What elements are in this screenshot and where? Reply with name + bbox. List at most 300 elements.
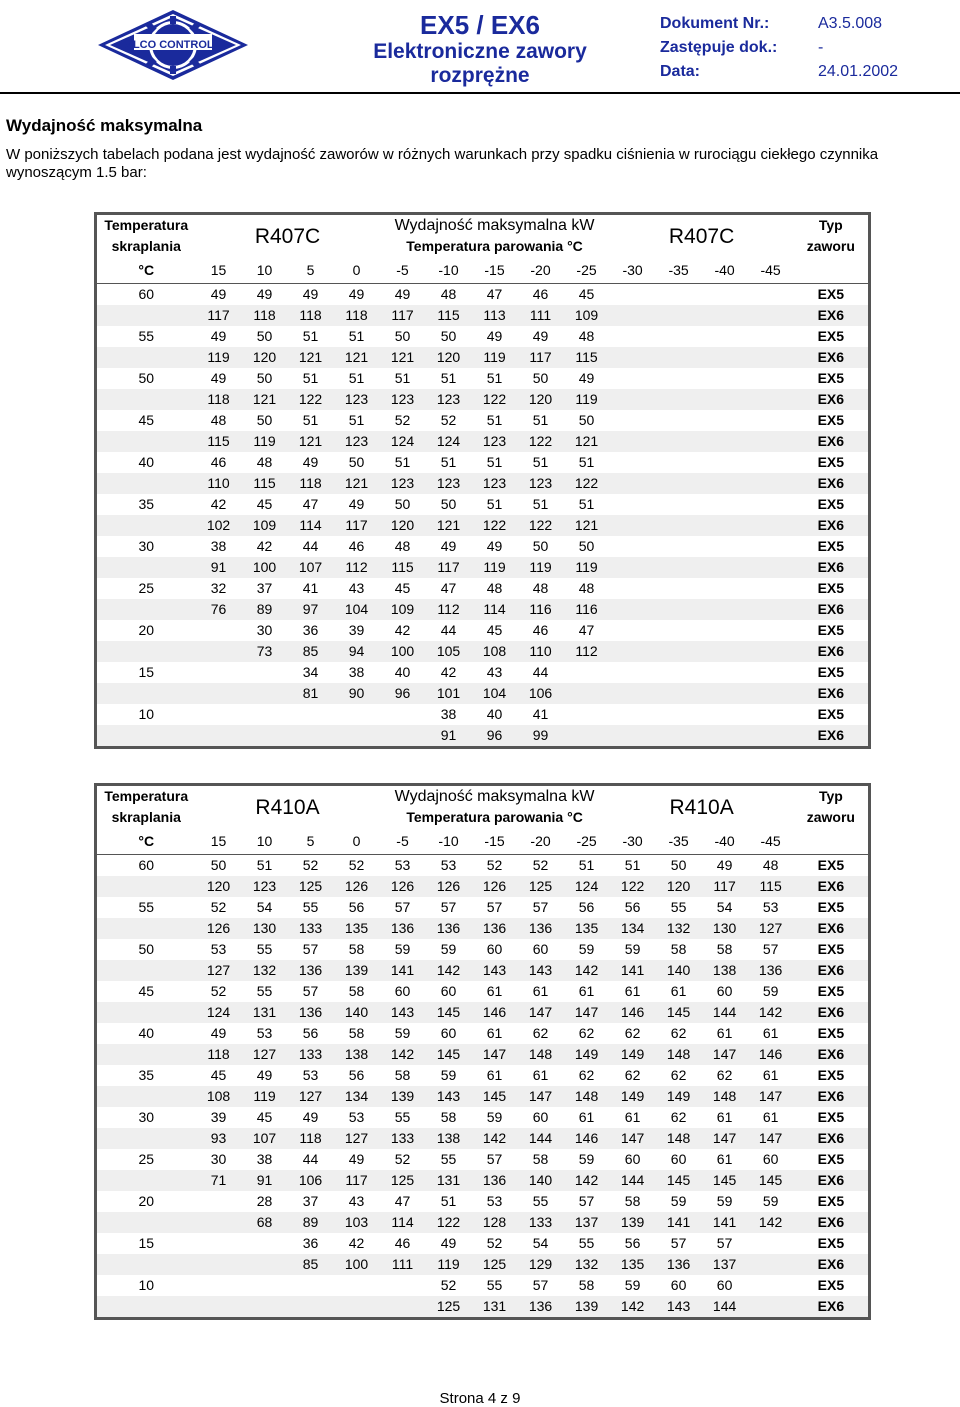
capacity-cell: 59 — [578, 941, 595, 957]
evap-temp-6: -15 — [472, 257, 518, 284]
capacity-cell: 60 — [440, 1025, 457, 1041]
evap-temp-9: -30 — [610, 257, 656, 284]
capacity-cell: 133 — [380, 1128, 426, 1149]
capacity-cell: 114 — [380, 1212, 426, 1233]
capacity-cell: 104 — [472, 683, 518, 704]
capacity-cell — [610, 704, 656, 725]
replaces-value: - — [818, 39, 824, 56]
capacity-cell: 49 — [256, 1067, 273, 1083]
capacity-cell — [702, 326, 748, 347]
capacity-cell: 55 — [256, 983, 273, 999]
capacity-cell: 57 — [486, 899, 503, 915]
table-row-ex5 — [96, 1191, 870, 1212]
capacity-cell: 136 — [656, 1254, 702, 1275]
capacity-cell — [656, 704, 702, 725]
capacity-cell: 58 — [440, 1109, 457, 1125]
capacity-cell: 119 — [564, 557, 610, 578]
capacity-cell — [610, 473, 656, 494]
capacity-cell: 49 — [578, 370, 595, 386]
capacity-cell: 148 — [656, 1128, 702, 1149]
capacity-cell: 145 — [748, 1170, 794, 1191]
valve-type: EX6 — [794, 389, 870, 410]
valve-type: EX5 — [817, 1235, 845, 1251]
capacity-cell: 132 — [564, 1254, 610, 1275]
evap-temp-row — [96, 828, 870, 855]
capacity-cell: 50 — [394, 496, 411, 512]
capacity-table-r407c — [94, 212, 871, 749]
capacity-cell — [242, 662, 288, 683]
cond-temp-blank — [96, 1044, 196, 1065]
capacity-cell: 52 — [348, 857, 365, 873]
capacity-cell — [702, 347, 748, 368]
cond-temp-blank — [96, 1002, 196, 1023]
date-value: 24.01.2002 — [818, 63, 899, 80]
capacity-cell — [702, 515, 748, 536]
table-row-ex5 — [96, 326, 870, 347]
capacity-cell: 109 — [380, 599, 426, 620]
table-row-ex6 — [96, 1170, 870, 1191]
capacity-cell — [748, 368, 794, 389]
capacity-cell: 89 — [288, 1212, 334, 1233]
capacity-cell: 142 — [748, 1212, 794, 1233]
capacity-header — [380, 785, 610, 829]
capacity-cell: 123 — [518, 473, 564, 494]
cond-temp-blank — [96, 557, 196, 578]
capacity-cell — [610, 452, 656, 473]
title-line-3: rozprężne — [430, 64, 530, 87]
cond-temp-header-line1: Temperatura — [104, 788, 189, 804]
capacity-cell: 55 — [256, 941, 273, 957]
capacity-cell: 112 — [334, 557, 380, 578]
capacity-cell: 148 — [702, 1086, 748, 1107]
capacity-cell: 143 — [656, 1296, 702, 1319]
capacity-cell: 127 — [242, 1044, 288, 1065]
table-row-ex5 — [96, 452, 870, 473]
capacity-cell: 126 — [380, 876, 426, 897]
capacity-cell: 43 — [486, 664, 503, 680]
table-row-ex6 — [96, 1128, 870, 1149]
capacity-cell — [196, 704, 242, 725]
table-row-ex5 — [96, 284, 870, 306]
capacity-cell: 135 — [334, 918, 380, 939]
capacity-cell: 147 — [702, 1128, 748, 1149]
capacity-cell: 115 — [748, 876, 794, 897]
capacity-cell — [748, 578, 794, 599]
cond-temp: 55 — [138, 899, 155, 915]
valve-type: EX6 — [794, 515, 870, 536]
capacity-cell: 115 — [242, 473, 288, 494]
capacity-cell: 50 — [256, 328, 273, 344]
valve-type: EX5 — [817, 1193, 845, 1209]
table-row-ex6 — [96, 305, 870, 326]
capacity-cell: 53 — [210, 941, 227, 957]
capacity-cell: 51 — [302, 328, 319, 344]
capacity-cell: 123 — [380, 473, 426, 494]
capacity-cell — [564, 725, 610, 748]
capacity-cell — [702, 704, 748, 725]
capacity-cell: 135 — [610, 1254, 656, 1275]
valve-type: EX5 — [817, 412, 845, 428]
capacity-cell — [656, 305, 702, 326]
cond-temp-header — [96, 214, 196, 258]
capacity-cell: 49 — [440, 538, 457, 554]
valve-type: EX5 — [817, 899, 845, 915]
evap-temp-10: -35 — [656, 257, 702, 284]
capacity-cell: 142 — [472, 1128, 518, 1149]
capacity-cell — [702, 662, 748, 683]
capacity-cell: 45 — [256, 1109, 273, 1125]
capacity-cell: 59 — [716, 1193, 733, 1209]
capacity-cell: 57 — [716, 1235, 733, 1251]
capacity-cell: 131 — [242, 1002, 288, 1023]
capacity-cell: 51 — [348, 412, 365, 428]
valve-type: EX6 — [794, 305, 870, 326]
capacity-cell: 145 — [426, 1044, 472, 1065]
capacity-title: Wydajność maksymalna kW — [394, 788, 595, 805]
capacity-cell — [702, 410, 748, 431]
capacity-cell: 94 — [334, 641, 380, 662]
capacity-cell — [242, 1233, 288, 1254]
table-row-ex6 — [96, 1002, 870, 1023]
capacity-cell: 136 — [518, 918, 564, 939]
capacity-cell: 49 — [210, 370, 227, 386]
capacity-cell: 57 — [302, 983, 319, 999]
capacity-cell: 43 — [348, 580, 365, 596]
capacity-cell: 48 — [578, 328, 595, 344]
capacity-cell — [748, 410, 794, 431]
table-row-ex5 — [96, 1275, 870, 1296]
valve-type: EX5 — [817, 1277, 845, 1293]
capacity-cell: 39 — [348, 622, 365, 638]
capacity-cell — [748, 683, 794, 704]
capacity-cell — [196, 641, 242, 662]
evap-temp-7: -20 — [518, 828, 564, 855]
refrigerant-label-left: R410A — [255, 795, 320, 819]
capacity-cell: 133 — [518, 1212, 564, 1233]
capacity-cell: 39 — [210, 1109, 227, 1125]
evap-temp-11: -40 — [702, 828, 748, 855]
capacity-cell: 57 — [302, 941, 319, 957]
capacity-cell: 142 — [564, 1170, 610, 1191]
capacity-cell: 41 — [302, 580, 319, 596]
capacity-cell: 47 — [486, 286, 503, 302]
capacity-cell: 109 — [242, 515, 288, 536]
capacity-cell: 46 — [532, 286, 549, 302]
cond-temp-header-line1: Temperatura — [104, 217, 189, 233]
evap-temp-1: 10 — [242, 257, 288, 284]
capacity-cell — [610, 284, 656, 306]
capacity-cell: 119 — [196, 347, 242, 368]
document-title — [350, 10, 610, 88]
capacity-cell: 61 — [532, 983, 549, 999]
capacity-cell: 139 — [610, 1212, 656, 1233]
capacity-cell — [748, 557, 794, 578]
capacity-cell: 49 — [486, 328, 503, 344]
capacity-cell: 59 — [762, 1193, 779, 1209]
capacity-table-r410a — [94, 783, 871, 1320]
cond-temp-blank — [96, 1296, 196, 1319]
table-row-ex5 — [96, 1023, 870, 1044]
capacity-cell: 132 — [656, 918, 702, 939]
capacity-cell: 89 — [242, 599, 288, 620]
capacity-cell: 42 — [256, 538, 273, 554]
evap-temp-0: 15 — [196, 257, 242, 284]
capacity-cell: 57 — [762, 941, 779, 957]
capacity-cell: 59 — [394, 941, 411, 957]
capacity-cell — [748, 326, 794, 347]
capacity-cell: 60 — [716, 1277, 733, 1293]
capacity-cell: 51 — [486, 496, 503, 512]
capacity-cell: 142 — [610, 1296, 656, 1319]
capacity-cell: 62 — [578, 1067, 595, 1083]
capacity-cell: 40 — [394, 664, 411, 680]
capacity-cell: 135 — [564, 918, 610, 939]
capacity-cell — [656, 662, 702, 683]
capacity-cell: 52 — [486, 1235, 503, 1251]
evap-temp-row — [96, 257, 870, 284]
capacity-cell: 60 — [670, 1151, 687, 1167]
capacity-cell: 119 — [564, 389, 610, 410]
capacity-cell: 91 — [242, 1170, 288, 1191]
capacity-cell: 53 — [348, 1109, 365, 1125]
capacity-cell: 56 — [348, 1067, 365, 1083]
capacity-cell: 96 — [380, 683, 426, 704]
capacity-cell: 52 — [210, 899, 227, 915]
capacity-cell: 148 — [518, 1044, 564, 1065]
capacity-cell — [702, 473, 748, 494]
capacity-cell: 48 — [440, 286, 457, 302]
capacity-cell: 120 — [518, 389, 564, 410]
capacity-cell — [564, 704, 610, 725]
capacity-cell — [656, 452, 702, 473]
capacity-cell: 138 — [426, 1128, 472, 1149]
capacity-cell: 50 — [210, 857, 227, 873]
capacity-cell: 48 — [762, 857, 779, 873]
capacity-cell: 50 — [532, 538, 549, 554]
capacity-cell — [242, 704, 288, 725]
capacity-cell: 147 — [748, 1128, 794, 1149]
capacity-cell: 49 — [210, 328, 227, 344]
valve-type: EX5 — [817, 370, 845, 386]
evap-temp-8: -25 — [564, 257, 610, 284]
capacity-cell: 132 — [242, 960, 288, 981]
capacity-cell: 61 — [762, 1025, 779, 1041]
capacity-cell: 146 — [472, 1002, 518, 1023]
capacity-cell — [748, 452, 794, 473]
capacity-cell: 118 — [334, 305, 380, 326]
valve-type: EX6 — [794, 1296, 870, 1319]
capacity-cell: 117 — [380, 305, 426, 326]
capacity-cell: 145 — [426, 1002, 472, 1023]
valve-type: EX5 — [817, 538, 845, 554]
capacity-cell: 127 — [748, 918, 794, 939]
capacity-cell — [656, 326, 702, 347]
capacity-cell: 44 — [302, 1151, 319, 1167]
capacity-cell: 50 — [394, 328, 411, 344]
capacity-cell: 142 — [426, 960, 472, 981]
capacity-cell: 58 — [670, 941, 687, 957]
capacity-cell: 118 — [288, 473, 334, 494]
refrigerant-label-left: R407C — [254, 224, 321, 248]
capacity-cell: 46 — [532, 622, 549, 638]
capacity-cell: 71 — [196, 1170, 242, 1191]
capacity-cell: 147 — [748, 1086, 794, 1107]
table-row-ex6 — [96, 683, 870, 704]
capacity-cell: 122 — [610, 876, 656, 897]
valve-type: EX5 — [817, 622, 845, 638]
capacity-cell: 119 — [472, 557, 518, 578]
capacity-cell: 100 — [334, 1254, 380, 1275]
capacity-cell: 61 — [486, 983, 503, 999]
capacity-cell — [196, 1275, 242, 1296]
table-row-ex6 — [96, 599, 870, 620]
capacity-cell: 58 — [348, 941, 365, 957]
capacity-cell: 49 — [486, 538, 503, 554]
capacity-cell — [656, 620, 702, 641]
capacity-cell: 106 — [518, 683, 564, 704]
valve-type: EX5 — [817, 941, 845, 957]
valve-type-header — [794, 214, 870, 258]
capacity-cell: 136 — [288, 960, 334, 981]
capacity-cell: 57 — [532, 899, 549, 915]
capacity-cell: 125 — [380, 1170, 426, 1191]
capacity-cell: 115 — [380, 557, 426, 578]
cond-temp-blank — [96, 1212, 196, 1233]
capacity-cell: 48 — [486, 580, 503, 596]
capacity-cell: 58 — [348, 1025, 365, 1041]
table-row-ex5 — [96, 939, 870, 960]
table-row-ex6 — [96, 1044, 870, 1065]
capacity-cell — [656, 284, 702, 306]
capacity-cell: 62 — [578, 1025, 595, 1041]
capacity-cell: 55 — [486, 1277, 503, 1293]
capacity-cell — [748, 473, 794, 494]
capacity-cell: 34 — [302, 664, 319, 680]
capacity-cell: 51 — [302, 412, 319, 428]
capacity-cell: 51 — [348, 328, 365, 344]
capacity-cell: 53 — [394, 857, 411, 873]
capacity-cell: 51 — [256, 857, 273, 873]
capacity-cell — [656, 431, 702, 452]
capacity-cell: 142 — [748, 1002, 794, 1023]
cond-temp-blank — [96, 725, 196, 748]
capacity-cell: 49 — [348, 496, 365, 512]
capacity-cell: 97 — [288, 599, 334, 620]
capacity-cell: 55 — [532, 1193, 549, 1209]
capacity-cell: 42 — [210, 496, 227, 512]
capacity-cell: 96 — [472, 725, 518, 748]
evap-temp-9: -30 — [610, 828, 656, 855]
evap-temp-3: 0 — [334, 257, 380, 284]
capacity-cell — [196, 1191, 242, 1212]
table-row-ex6 — [96, 389, 870, 410]
table-row-ex6 — [96, 1212, 870, 1233]
cond-temp-blank — [96, 473, 196, 494]
table-row-ex5 — [96, 662, 870, 683]
capacity-cell: 62 — [670, 1109, 687, 1125]
capacity-cell: 134 — [610, 918, 656, 939]
capacity-cell: 52 — [440, 1277, 457, 1293]
capacity-cell: 32 — [210, 580, 227, 596]
capacity-cell — [656, 515, 702, 536]
table-row-ex5 — [96, 368, 870, 389]
capacity-cell: 118 — [288, 1128, 334, 1149]
cond-temp: 35 — [138, 1067, 155, 1083]
capacity-cell: 118 — [196, 1044, 242, 1065]
cond-temp: 35 — [138, 496, 155, 512]
capacity-cell — [288, 1275, 334, 1296]
capacity-cell: 121 — [564, 431, 610, 452]
capacity-cell: 38 — [256, 1151, 273, 1167]
table-row-ex5 — [96, 1149, 870, 1170]
capacity-cell: 61 — [486, 1025, 503, 1041]
capacity-cell — [610, 305, 656, 326]
capacity-cell: 120 — [426, 347, 472, 368]
capacity-cell — [656, 410, 702, 431]
capacity-cell: 111 — [380, 1254, 426, 1275]
capacity-cell: 59 — [440, 941, 457, 957]
capacity-cell: 38 — [348, 664, 365, 680]
capacity-cell: 113 — [472, 305, 518, 326]
valve-type: EX5 — [817, 580, 845, 596]
capacity-cell: 60 — [532, 1109, 549, 1125]
capacity-cell: 127 — [334, 1128, 380, 1149]
capacity-cell: 123 — [426, 389, 472, 410]
capacity-cell — [748, 620, 794, 641]
capacity-cell: 55 — [302, 899, 319, 915]
capacity-cell: 124 — [564, 876, 610, 897]
capacity-cell: 51 — [302, 370, 319, 386]
capacity-cell: 121 — [334, 473, 380, 494]
capacity-cell: 149 — [656, 1086, 702, 1107]
capacity-cell: 51 — [394, 454, 411, 470]
capacity-cell: 61 — [716, 1151, 733, 1167]
capacity-cell: 120 — [242, 347, 288, 368]
capacity-cell — [702, 578, 748, 599]
capacity-cell: 52 — [394, 1151, 411, 1167]
capacity-cell: 128 — [472, 1212, 518, 1233]
capacity-cell: 108 — [196, 1086, 242, 1107]
evap-temp-title: Temperatura parowania °C — [406, 238, 583, 254]
capacity-cell: 133 — [288, 918, 334, 939]
capacity-cell — [702, 368, 748, 389]
valve-type: EX6 — [794, 431, 870, 452]
capacity-cell: 144 — [702, 1002, 748, 1023]
valve-type: EX6 — [794, 1254, 870, 1275]
table-row-ex5 — [96, 536, 870, 557]
capacity-cell — [242, 1275, 288, 1296]
capacity-cell: 104 — [334, 599, 380, 620]
capacity-cell: 90 — [334, 683, 380, 704]
capacity-cell: 49 — [210, 286, 227, 302]
capacity-cell: 123 — [426, 473, 472, 494]
capacity-cell: 59 — [486, 1109, 503, 1125]
cond-temp: 50 — [138, 370, 155, 386]
evap-temp-10: -35 — [656, 828, 702, 855]
capacity-cell: 51 — [440, 370, 457, 386]
capacity-cell: 119 — [242, 1086, 288, 1107]
capacity-cell: 50 — [532, 370, 549, 386]
capacity-cell: 122 — [288, 389, 334, 410]
capacity-cell: 93 — [196, 1128, 242, 1149]
capacity-cell: 49 — [302, 286, 319, 302]
capacity-cell — [748, 431, 794, 452]
capacity-cell — [748, 704, 794, 725]
capacity-cell: 116 — [564, 599, 610, 620]
capacity-cell: 123 — [334, 431, 380, 452]
cond-temp-blank — [96, 347, 196, 368]
capacity-cell: 49 — [348, 1151, 365, 1167]
